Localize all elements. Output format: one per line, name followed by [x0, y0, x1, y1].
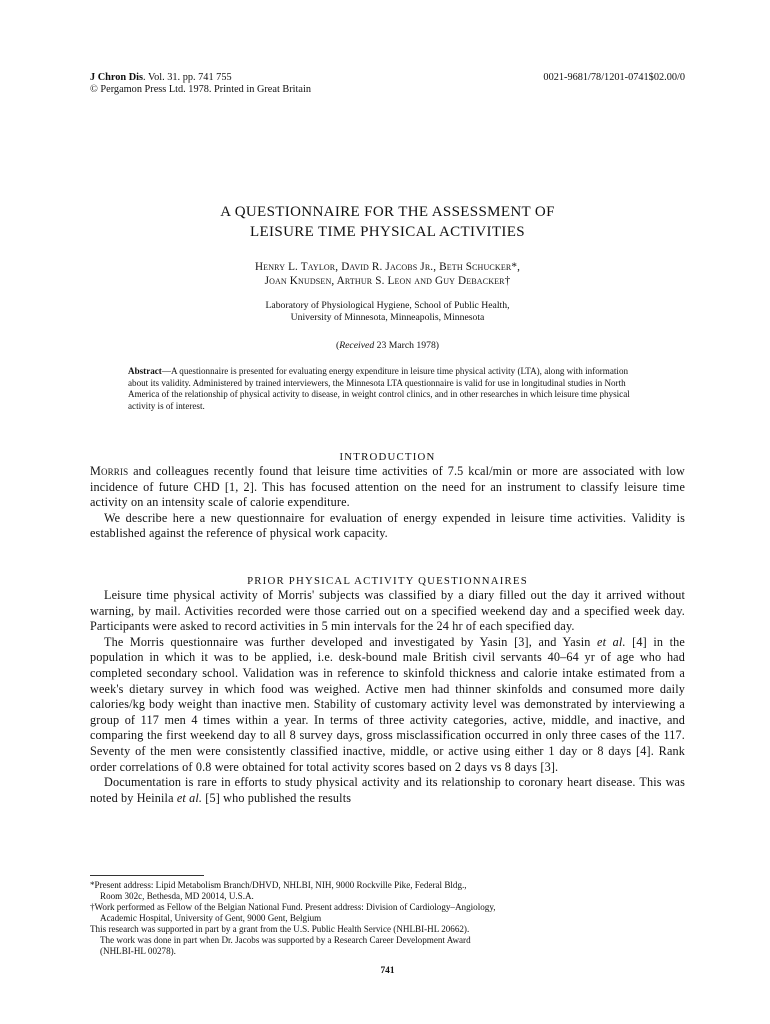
citation [90, 72, 232, 84]
journal-name: J Chron Dis [90, 72, 144, 83]
intro-paragraph-1-text: and colleagues recently found that leisure time activities of 7.5 kcal/min or more are associated with low incidence of future CHD [1, 2]. This has focused attention on the need for an instrument to classify leisure time activity on an intensity scale of calorie expenditure. [90, 464, 685, 510]
intro-paragraph-1 [90, 464, 685, 511]
abstract-label: Abstract [128, 366, 162, 376]
introduction-body [90, 464, 685, 542]
prior-paragraph-1: Leisure time physical activity of Morris' subjects was classified by a diary filled out the day it arrived without warning, by mail. Activities recorded were those carried out on a specified weekend day and a specified week day. Participants were asked to record activities in 5 min intervals for the 24 hr of each specified day. [90, 588, 685, 634]
footnote-2-line-1: †Work performed as Fellow of the Belgian National Fund. Present address: Division of Cardiology–Angiology, [90, 902, 496, 912]
intro-paragraph-2: We describe here a new questionnaire for evaluation of energy expended in leisure time activities. Validity is established against the reference of physical work capacity. [90, 510, 685, 541]
abstract [128, 366, 646, 412]
prior-paragraph-3 [90, 775, 685, 806]
prior-paragraph-3-b: [5] who published the results [202, 790, 352, 805]
footnote-3-line-3: (NHLBI-HL 00278). [100, 946, 176, 956]
prior-paragraph-3-etal: et al. [176, 790, 203, 805]
author-list [90, 260, 685, 288]
received-open: ( [335, 340, 340, 351]
copyright-line: © Pergamon Press Ltd. 1978. Printed in Great Britain [90, 84, 311, 95]
header-row [90, 72, 685, 84]
page-number: 741 [380, 966, 395, 976]
footnote-1-line-1: *Present address: Lipid Metabolism Branch/DHVD, NHLBI, NIH, 9000 Rockville Pike, Federal Bldg., [90, 880, 467, 890]
footnotes [90, 880, 685, 957]
footnote-fellowship [90, 902, 685, 924]
abstract-text: —A questionnaire is presented for evaluating energy expenditure in leisure time physical activity (LTA), along with information about its validity. Administered by trained interviewers, the Minnesota LTA questionnaire is valid for use in longitudinal studies in North America of the relationship of physical activity to disease, in weight control clinics, and in other researches in which leisure time physical activity is of interest. [128, 366, 630, 411]
footnote-divider [90, 875, 204, 876]
footnote-3-line-2: The work was done in part when Dr. Jacobs was supported by a Research Career Development Award [100, 935, 471, 945]
prior-paragraph-2-b: [4] in the population in which it was to be applied, i.e. desk-bound male British civil servants 40–64 yr of age who had completed secondary school. Validation was in reference to skinfold thickness and calorie intake estimated from a week's dietary survey in which food was weighed. Active men had thinner skinfolds and consumed more daily calories/kg body weight than inactive men. Stability of customary activity level was demonstrated by interviewing a group of 117 men 4 times within a year. In terms of three activity categories, active, middle, and inactive, and comparing the first weekend day to all 8 survey days, gross misclassification occurred in only three cases of the 117. Seventy of the men were consistently classified inactive, middle, or active using either 1 day or 8 days [4]. Rank order correlations of 0.8 were obtained for total activity scores based on 2 days vs 8 days [3]. [90, 634, 685, 774]
received-value: 23 March 1978) [376, 340, 440, 351]
introduction-heading: INTRODUCTION [339, 451, 436, 463]
title-line-2: LEISURE TIME PHYSICAL ACTIVITIES [250, 224, 525, 240]
received-label: Received [339, 340, 375, 351]
title-block [90, 202, 685, 352]
affiliation-line-1: Laboratory of Physiological Hygiene, School of Public Health, [265, 300, 510, 311]
title-line-1: A QUESTIONNAIRE FOR THE ASSESSMENT OF [220, 204, 555, 220]
footnote-present-address [90, 880, 685, 902]
prior-questionnaires-body [90, 588, 685, 806]
article-title [90, 202, 685, 242]
prior-questionnaires-heading: PRIOR PHYSICAL ACTIVITY QUESTIONNAIRES [247, 575, 528, 587]
footnote-2-line-2: Academic Hospital, University of Gent, 9000 Gent, Belgium [100, 913, 322, 923]
received-date [90, 340, 685, 352]
authors-line-1: Henry L. Taylor, David R. Jacobs Jr., Beth Schucker*, [254, 261, 521, 273]
footnote-funding [90, 924, 685, 957]
affiliation [90, 300, 685, 324]
prior-paragraph-2 [90, 635, 685, 775]
journal-details: . Vol. 31. pp. 741 755 [143, 72, 232, 83]
footnote-3-line-1: This research was supported in part by a grant from the U.S. Public Health Service (NHLBI-HL 20662). [90, 924, 470, 934]
prior-paragraph-3-a: Documentation is rare in efforts to study physical activity and its relationship to coronary heart disease. This was noted by Heinila [90, 775, 685, 805]
article-code: 0021-9681/78/1201-0741$02.00/0 [543, 72, 685, 83]
prior-paragraph-2-etal: et al. [597, 634, 626, 649]
footnote-1-line-2: Room 302c, Bethesda, MD 20014, U.S.A. [100, 891, 254, 901]
authors-line-2: Joan Knudsen, Arthur S. Leon and Guy Debacker† [264, 275, 511, 287]
prior-paragraph-2-a: The Morris questionnaire was further developed and investigated by Yasin [3], and Yasin [104, 634, 598, 649]
affiliation-line-2: University of Minnesota, Minneapolis, Minnesota [290, 312, 485, 323]
running-header [90, 72, 685, 96]
intro-lead-word: Morris [90, 464, 129, 478]
